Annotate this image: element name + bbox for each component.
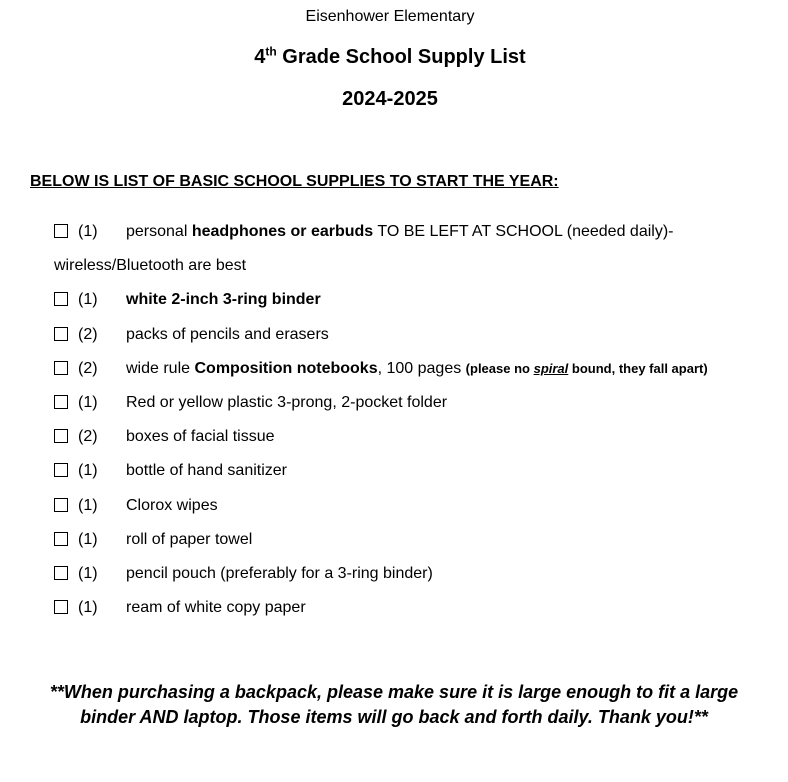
title-grade-suffix: th: [265, 44, 277, 59]
document-title: [0, 46, 780, 69]
checkbox[interactable]: [54, 600, 68, 614]
item-bold-text: headphones or earbuds: [191, 223, 374, 240]
item-description: Clorox wipes: [126, 497, 218, 514]
item-quantity: (1): [78, 565, 98, 582]
checkbox[interactable]: [54, 566, 68, 580]
school-name: Eisenhower Elementary: [305, 8, 475, 25]
checkbox[interactable]: [54, 395, 68, 409]
checkbox[interactable]: [54, 361, 68, 375]
item-quantity: (2): [78, 360, 98, 377]
item-text-post: , 100 pages: [377, 360, 466, 377]
item-quantity: (1): [78, 394, 98, 411]
item-quantity: (1): [78, 462, 98, 479]
item-description: Red or yellow plastic 3-prong, 2-pocket folder: [126, 394, 448, 411]
item-quantity: (2): [78, 326, 98, 343]
checkbox[interactable]: [54, 292, 68, 306]
item-description: ream of white copy paper: [126, 599, 306, 616]
note-emphasis: spiral: [533, 361, 569, 376]
item-quantity: (1): [78, 599, 98, 616]
note-line-1: **When purchasing a backpack, please make sure it is large enough to fit a large: [49, 682, 739, 702]
checkbox[interactable]: [54, 463, 68, 477]
title-grade-number: 4: [254, 46, 266, 68]
checkbox[interactable]: [54, 498, 68, 512]
item-description: [126, 360, 708, 378]
checkbox[interactable]: [54, 327, 68, 341]
item-description: packs of pencils and erasers: [126, 326, 329, 343]
checkbox[interactable]: [54, 224, 68, 238]
title-text: Grade School Supply List: [276, 46, 526, 68]
item-quantity: (1): [78, 223, 98, 240]
item-quantity: (1): [78, 291, 98, 308]
note-text-post: bound, they fall apart): [568, 361, 708, 376]
item-text: wide rule: [126, 360, 195, 377]
item-note: [466, 361, 708, 376]
item-bold-text: Composition notebooks: [194, 360, 378, 377]
item-description: bottle of hand sanitizer: [126, 462, 287, 479]
intro-heading: BELOW IS LIST OF BASIC SCHOOL SUPPLIES TO START THE YEAR:: [30, 173, 559, 190]
item-description: [126, 223, 673, 241]
backpack-note: [0, 680, 788, 730]
note-line-2: binder AND laptop. Those items will go back and forth daily. Thank you!**: [80, 707, 708, 727]
item-text-post: TO BE LEFT AT SCHOOL (needed daily)-: [373, 223, 674, 240]
item-bold-text: white 2-inch 3-ring binder: [126, 291, 321, 308]
item-description: roll of paper towel: [126, 531, 253, 548]
checkbox[interactable]: [54, 429, 68, 443]
item-description: boxes of facial tissue: [126, 428, 275, 445]
item-text: personal: [126, 223, 192, 240]
item-quantity: (1): [78, 531, 98, 548]
item-quantity: (2): [78, 428, 98, 445]
item-description: pencil pouch (preferably for a 3-ring binder): [126, 565, 433, 582]
item-quantity: (1): [78, 497, 98, 514]
item-description: [126, 291, 321, 309]
item-continuation: wireless/Bluetooth are best: [54, 257, 247, 274]
note-text: (please no: [465, 361, 534, 376]
checkbox[interactable]: [54, 532, 68, 546]
school-year: 2024-2025: [342, 88, 438, 110]
